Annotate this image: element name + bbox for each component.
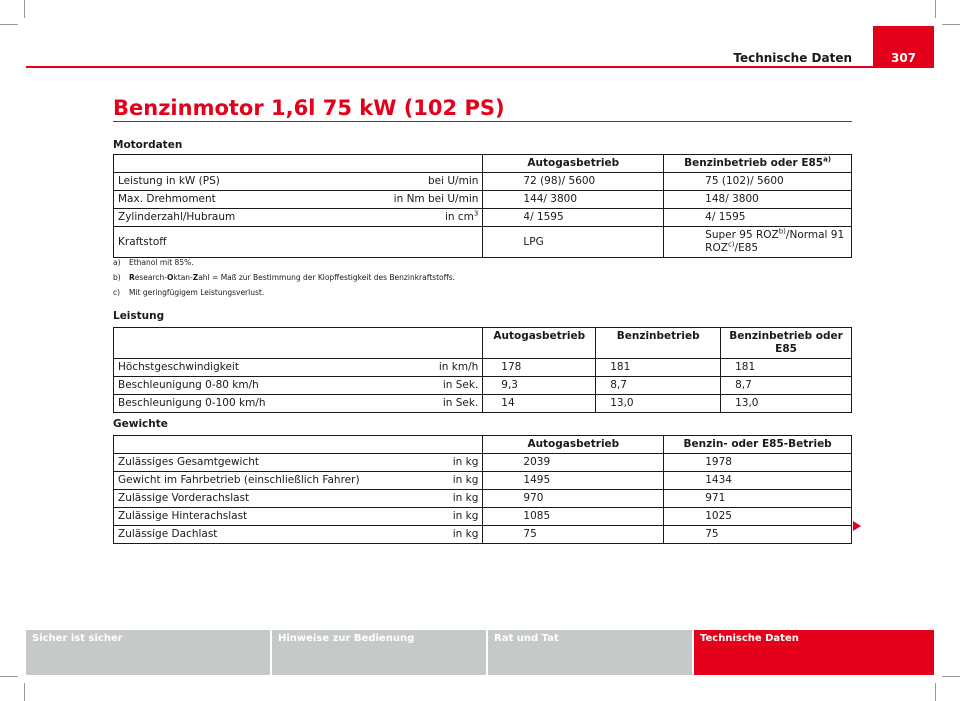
- header-rule: [26, 66, 934, 68]
- footer-tab-label: Sicher ist sicher: [32, 633, 123, 644]
- crop-mark: [0, 676, 18, 677]
- value-cell: 8,7: [596, 377, 721, 395]
- footer-tab-technische-daten[interactable]: [694, 630, 934, 675]
- leistung-table: [113, 327, 852, 413]
- row-label-cell: Leistung in kW (PS) bei U/min: [114, 173, 483, 191]
- footnote: a) Ethanol mit 85%.: [113, 258, 194, 267]
- value-cell: 75 (102)/ 5600: [664, 173, 852, 191]
- table-header-row: [114, 436, 852, 454]
- value-cell: 148/ 3800: [664, 191, 852, 209]
- value-cell: 72 (98)/ 5600: [483, 173, 664, 191]
- value-cell: 75: [483, 526, 664, 544]
- motordaten-heading: Motordaten: [113, 139, 183, 151]
- row-label-cell: Zylinderzahl/Hubraum in $cm^3$: [114, 209, 483, 227]
- continue-arrow-icon: [853, 521, 861, 531]
- value-cell: 181: [596, 359, 721, 377]
- footnote: b) Research-Oktan-Zahl = Maß zur Bestimmung der Klopffestigkeit des Benzinkraftstoffs.: [113, 273, 456, 282]
- row-label-cell: Zulässige Dachlast in kg: [114, 526, 483, 544]
- table-header-row: [114, 328, 852, 359]
- crop-mark: [0, 24, 18, 25]
- footer-tab-label: Rat und Tat: [494, 633, 559, 644]
- row-label-cell: Beschleunigung 0-100 km/h in Sek.: [114, 395, 483, 413]
- crop-mark: [942, 676, 960, 677]
- table-row: [114, 395, 852, 413]
- header-cell: Autogasbetrieb: [483, 436, 664, 454]
- crop-mark: [935, 0, 936, 18]
- value-cell: 4/ 1595: [483, 209, 664, 227]
- header-title: Technische Daten: [733, 51, 852, 65]
- value-cell: 1434: [664, 472, 852, 490]
- table-row: [114, 472, 852, 490]
- value-cell: 181: [721, 359, 852, 377]
- value-cell: 13,0: [596, 395, 721, 413]
- table-row: [114, 359, 852, 377]
- page-title: Benzinmotor 1,6l 75 kW (102 PS): [113, 96, 505, 120]
- value-cell: 14: [483, 395, 596, 413]
- value-cell: 8,7: [721, 377, 852, 395]
- row-label-cell: Höchstgeschwindigkeit in km/h: [114, 359, 483, 377]
- value-cell: 2039: [483, 454, 664, 472]
- value-cell: 1085: [483, 508, 664, 526]
- table-row: [114, 209, 852, 227]
- motordaten-table: [113, 154, 852, 258]
- row-label-cell: Max. Drehmoment in Nm bei U/min: [114, 191, 483, 209]
- title-rule: [113, 121, 852, 122]
- table-row: [114, 454, 852, 472]
- value-cell: LPG: [483, 227, 664, 258]
- row-label-cell: Kraftstoff: [114, 227, 483, 258]
- table-header-row: [114, 155, 852, 173]
- table-row: [114, 191, 852, 209]
- leistung-heading: Leistung: [113, 310, 165, 322]
- value-cell: 13,0: [721, 395, 852, 413]
- footer-tab-label: Technische Daten: [700, 633, 799, 644]
- header-cell: Benzinbetrieb oder E85$^{a)}$: [664, 155, 852, 173]
- header-cell: Autogasbetrieb: [483, 328, 596, 359]
- header-cell-empty: [114, 436, 483, 454]
- footnote: c) Mit geringfügigem Leistungsverlust.: [113, 288, 265, 297]
- value-cell: 144/ 3800: [483, 191, 664, 209]
- table-row: [114, 173, 852, 191]
- header-cell: Benzinbetrieb: [596, 328, 721, 359]
- value-cell: 1495: [483, 472, 664, 490]
- value-cell: 75: [664, 526, 852, 544]
- footer-tab-label: Hinweise zur Bedienung: [278, 633, 415, 644]
- header-cell-empty: [114, 155, 483, 173]
- value-cell: 970: [483, 490, 664, 508]
- value-cell: 9,3: [483, 377, 596, 395]
- value-cell: 178: [483, 359, 596, 377]
- row-label-cell: Gewicht im Fahrbetrieb (einschließlich Fahrer) in kg: [114, 472, 483, 490]
- page-number: 307: [890, 51, 917, 65]
- row-label-cell: Zulässiges Gesamtgewicht in kg: [114, 454, 483, 472]
- footer-tab-sicher[interactable]: [26, 630, 270, 675]
- table-row: [114, 227, 852, 258]
- table-row: [114, 377, 852, 395]
- table-row: [114, 490, 852, 508]
- header-cell: Benzin- oder E85-Betrieb: [664, 436, 852, 454]
- crop-mark: [935, 683, 936, 701]
- row-label-cell: Beschleunigung 0-80 km/h in Sek.: [114, 377, 483, 395]
- table-row: [114, 508, 852, 526]
- header-cell-empty: [114, 328, 483, 359]
- crop-mark: [24, 0, 25, 18]
- crop-mark: [24, 683, 25, 701]
- footer-tab-hinweise[interactable]: [272, 630, 486, 675]
- value-cell: 4/ 1595: [664, 209, 852, 227]
- table-row: [114, 526, 852, 544]
- gewichte-heading: Gewichte: [113, 418, 168, 430]
- header-cell: Autogasbetrieb: [483, 155, 664, 173]
- header-cell: Benzinbetrieb oder E85: [721, 328, 852, 359]
- value-cell: 1978: [664, 454, 852, 472]
- value-cell: Super 95 ROZ$^{b)}$/Normal 91 ROZ$^{c)}$/E85: [664, 227, 852, 258]
- value-cell: 1025: [664, 508, 852, 526]
- row-label-cell: Zulässige Hinterachslast in kg: [114, 508, 483, 526]
- gewichte-table: [113, 435, 852, 544]
- value-cell: 971: [664, 490, 852, 508]
- crop-mark: [942, 24, 960, 25]
- footer-tab-rat[interactable]: [488, 630, 692, 675]
- row-label-cell: Zulässige Vorderachslast in kg: [114, 490, 483, 508]
